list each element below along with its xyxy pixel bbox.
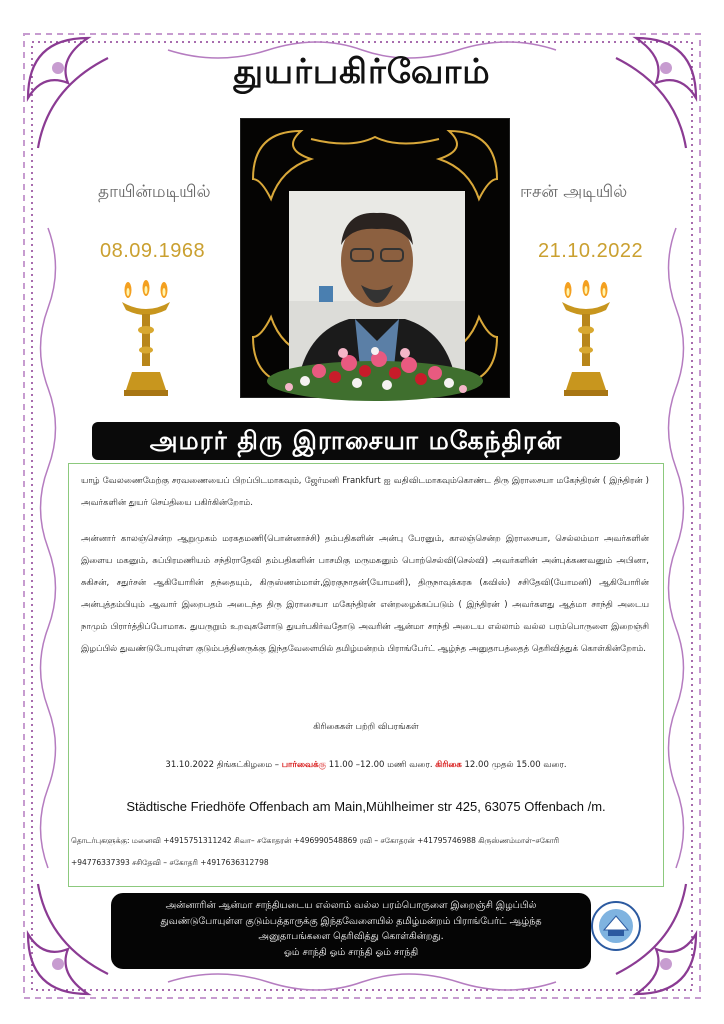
biography-paragraph: அன்னார் காலஞ்சென்ற ஆறுமுகம் மரகதமணி(பொன்னாச்சி) தம்பதிகளின் அன்பு பேரனும், காலஞ்சென்ற இராசையா, செல்லம்மா அவர்களின் இளைய மகனும், சுப்பிரமணியம் சந்திராதேவி தம்பதிகளின் பாசமிகு மருமகனும் பொற்செல்வி(செல்வி) அவர்களின் அன்புக்கணவனும் அபினா, சுகிசன், சதுர்சன் ஆகியோரின் தந்தையும், கிருஸ்ணம்மாள்,இரகுநாதன்(யோமனி), திருநாவுக்கரசு (கவிஸ்) சசிதேவி(யோமனி) ஆகியோரின் அன்புத்தம்பியும் ஆவார் இறைபதம் அடைந்த திரு இராசையா மகேந்திரன் என்றழைக்கப்படும் ( இந்திரன் ) அவர்களது ஆத்மா சாந்தி அடைய நாமும் பிரார்த்திப்போமாக. துயருறும் உறவுகளோடு துயர்பகிர்வதோடு அவரின் ஆன்மா சாந்தி அடைய எல்லாம் வல்ல பரம்பொருளை இறைஞ்சி இழப்பில் துவண்டுபோயுள்ள குடும்பத்தினருக்கு இந்தவேளையில் தமிழ்மன்றம் பிராங்பேர்ட் ஆழ்ந்த அனுதாபத்தைத் தெரிவித்துக் கொள்கின்றோம்.	[81, 534, 649, 654]
flower-bouquet	[259, 337, 491, 405]
rites-heading: கிரிகைகள் பற்றி விபரங்கள்	[313, 722, 419, 732]
rites-label: கிரிகை	[435, 760, 462, 770]
condolence-footer	[111, 893, 591, 969]
right-label: ஈசன் அடியில்	[520, 182, 628, 202]
contacts-line-2: +94776337393 சசிதேவி – சகோதரி +4917636312798	[71, 858, 269, 867]
oil-lamp-left-icon	[118, 280, 174, 400]
death-date: 21.10.2022	[538, 240, 644, 262]
footer-line-4: ஓம் சாந்தி ஓம் சாந்தி ஓம் சாந்தி	[283, 946, 419, 958]
tamil-mandram-logo	[590, 900, 642, 952]
left-label: தாயின்மடியில்	[98, 182, 211, 202]
footer-line-3: அனுதாபங்களை தெரிவித்து கொள்கின்றது.	[258, 931, 444, 942]
footer-line-1: அன்னாரின் ஆன்மா சாந்தியடைய எல்லாம் வல்ல பரம்பொருளை இறைஞ்சி இழப்பில்	[165, 900, 537, 911]
name-banner: அமரர் திரு இராசையா மகேந்திரன்	[92, 422, 620, 460]
rites-date: 31.10.2022 திங்கட்கிழமை –	[165, 760, 280, 770]
footer-line-2: துவண்டுபோயுள்ள குடும்பத்தாருக்கு இந்தவேளையில் தமிழ்மன்றம் பிராங்பேர்ட் ஆழ்ந்த	[160, 915, 542, 927]
page-title: துயர்பகிர்வோம்	[233, 52, 491, 92]
oil-lamp-right-icon	[558, 280, 614, 400]
viewing-time: 11.00 –12.00 மணி வரை.	[328, 760, 433, 770]
rites-schedule	[69, 760, 663, 771]
viewing-label: பார்வைக்கு	[281, 760, 327, 770]
intro-paragraph: யாழ் வேலணைமேற்கு சரவணையைப் பிறப்பிடமாகவும், ஜேர்மனி Frankfurt ஐ வதிவிடமாகவும்கொண்ட திரு இராசையா மகேந்திரன் ( இந்திரன் ) அவர்களின் துயர் செய்தியை பகிர்கின்றோம்.	[81, 476, 649, 508]
birth-date: 08.09.1968	[100, 240, 206, 262]
portrait-frame	[240, 118, 510, 398]
rites-time: 12.00 முதல் 15.00 வரை.	[464, 760, 567, 770]
cemetery-address: Städtische Friedhöfe Offenbach am Main,Mühlheimer str 425, 63075 Offenbach /m.	[126, 799, 606, 814]
contacts-line-1: தொடர்புகளுக்கு: மனைவி +4915751311242 சிவா– சகோதரன் +496990548869 ரவி – சகோதரன் +41795746988 கிருஸ்ணம்மாள்–சகோரி	[71, 836, 560, 845]
message-box	[68, 463, 664, 887]
